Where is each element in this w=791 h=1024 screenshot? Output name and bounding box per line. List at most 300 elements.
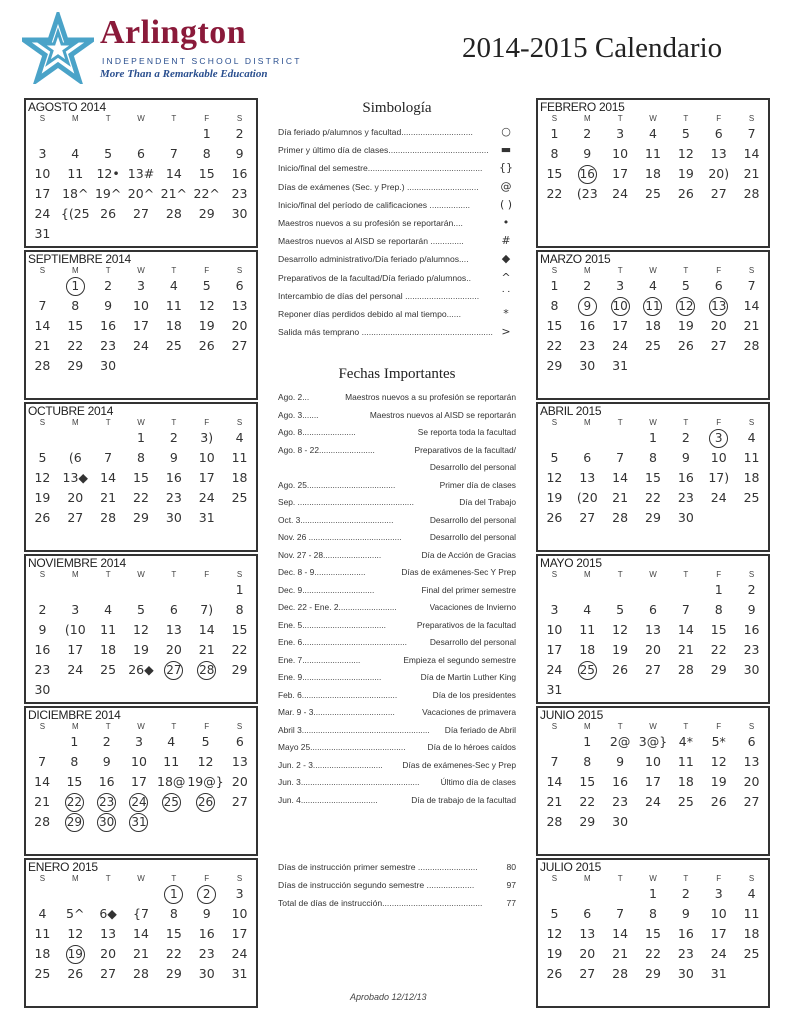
day-cell — [190, 336, 223, 356]
day-number: 22 — [133, 490, 149, 505]
weekday-header — [26, 114, 256, 124]
weekday-label: S — [748, 114, 755, 123]
day-cell — [157, 276, 190, 296]
simbologia-item — [278, 232, 516, 250]
day-number: 13 — [743, 754, 760, 769]
day-cell — [538, 276, 571, 296]
day-number: 6 — [169, 602, 178, 617]
day-number: 28 — [34, 814, 51, 829]
weekday-label: S — [551, 266, 558, 275]
day-number: 31 — [710, 966, 727, 981]
day-number: 5 — [681, 278, 690, 293]
fecha-text: Preparativos de la facultad/ — [414, 444, 516, 455]
day-cell — [538, 792, 571, 812]
day-number: 29 — [710, 662, 727, 677]
day-cell — [571, 812, 604, 832]
day-cell — [571, 488, 604, 508]
day-cell — [571, 884, 604, 904]
weekday-header — [26, 266, 256, 276]
month-title: NOVIEMBRE 2014 — [28, 556, 126, 570]
day-number: 5 — [137, 602, 145, 617]
day-number: 17 — [198, 470, 215, 485]
day-cell — [92, 448, 125, 468]
fecha-text: Maestros nuevos al AISD se reportarán — [369, 409, 516, 420]
day-cell — [26, 336, 59, 356]
fecha-text: Primer día de clases — [439, 479, 516, 490]
day-cell — [223, 448, 256, 468]
day-number: 17 — [34, 186, 51, 201]
day-number: 2 — [102, 734, 111, 749]
weekday-label: S — [551, 114, 558, 123]
day-number: (10 — [64, 622, 86, 637]
day-number: 28 — [612, 966, 629, 981]
day-number: 2 — [747, 582, 756, 597]
day-cell — [223, 336, 256, 356]
day-cell — [125, 620, 158, 640]
day-number: 19@} — [187, 774, 224, 789]
day-cell — [125, 904, 158, 924]
day-number: 24 — [67, 662, 84, 677]
fecha-item — [278, 599, 516, 617]
day-cell — [604, 904, 637, 924]
day-cell — [190, 640, 223, 660]
day-cell — [59, 124, 92, 144]
fecha-text: Final del primer semestre — [421, 584, 516, 595]
day-cell — [92, 124, 125, 144]
day-number: 22 — [65, 793, 84, 812]
day-cell — [735, 944, 768, 964]
day-number: 22 — [710, 642, 727, 657]
day-number: 8 — [649, 450, 657, 465]
day-number: 14 — [133, 926, 149, 941]
day-cell — [92, 428, 125, 448]
day-number: 27 — [743, 794, 760, 809]
day-number: 16 — [231, 166, 248, 181]
day-number: 29 — [231, 662, 248, 677]
day-cell — [26, 316, 59, 336]
fecha-item — [278, 739, 516, 757]
day-cell — [669, 904, 702, 924]
day-cell — [538, 600, 571, 620]
day-number: 24 — [231, 946, 248, 961]
day-number: 13# — [127, 166, 155, 181]
day-cell — [604, 944, 637, 964]
day-number: 16 — [677, 926, 694, 941]
day-number: 7 — [38, 298, 47, 313]
simbologia-item — [278, 305, 516, 323]
day-cell — [123, 792, 155, 812]
day-number: 2 — [583, 278, 592, 293]
day-grid — [26, 428, 256, 528]
day-number: 3@} — [638, 734, 668, 749]
day-cell — [604, 336, 637, 356]
day-cell — [604, 488, 637, 508]
day-number: 5 — [681, 126, 690, 141]
day-cell — [669, 792, 702, 812]
month-octubre — [24, 402, 258, 552]
day-number: 19 — [677, 318, 694, 333]
weekday-label: T — [171, 418, 177, 427]
day-cell — [669, 600, 702, 620]
weekday-label: F — [716, 114, 722, 123]
day-cell — [735, 336, 768, 356]
day-number: 9 — [202, 906, 211, 921]
weekday-label: W — [137, 114, 145, 123]
day-cell — [604, 164, 637, 184]
fecha-item — [278, 687, 516, 705]
day-number: 19 — [133, 642, 149, 657]
day-cell — [157, 144, 190, 164]
day-cell — [735, 640, 768, 660]
simbologia-label: Inicio/final del semestre................................................ — [278, 163, 483, 174]
weekday-label: M — [583, 114, 591, 123]
day-cell — [123, 812, 155, 832]
day-number: 21 — [100, 490, 117, 505]
day-cell — [571, 904, 604, 924]
day-cell — [224, 772, 256, 792]
day-number: 30 — [165, 510, 182, 525]
day-cell — [92, 904, 125, 924]
day-number: 2 — [169, 430, 178, 445]
day-cell — [604, 428, 637, 448]
day-cell — [125, 924, 158, 944]
day-number: 10 — [131, 754, 147, 769]
day-number: 22 — [546, 338, 563, 353]
day-cell — [123, 752, 155, 772]
day-cell — [538, 884, 571, 904]
day-cell — [604, 276, 637, 296]
day-cell — [187, 772, 223, 792]
weekday-label: W — [137, 722, 145, 731]
day-cell — [538, 680, 571, 700]
day-cell — [735, 620, 768, 640]
day-cell — [735, 488, 768, 508]
simbologia-symbol: # — [501, 234, 511, 248]
day-cell — [26, 124, 59, 144]
day-number: 10 — [645, 754, 661, 769]
day-cell — [26, 904, 59, 924]
day-number: 16 — [579, 318, 596, 333]
total-value: 77 — [506, 898, 516, 908]
weekday-header — [538, 266, 768, 276]
day-cell — [125, 468, 158, 488]
day-cell — [702, 164, 735, 184]
weekday-label: F — [204, 114, 210, 123]
day-cell — [92, 164, 125, 184]
day-number: 8 — [235, 602, 244, 617]
day-number: 8 — [649, 906, 657, 921]
day-cell — [190, 924, 223, 944]
day-number: 24 — [546, 662, 563, 677]
day-cell — [26, 944, 59, 964]
fecha-item — [278, 547, 516, 565]
fecha-date: Ene. 7......................... — [278, 654, 361, 665]
fecha-text: Último día de clases — [440, 777, 516, 787]
day-number: 5 — [201, 734, 210, 749]
weekday-header — [538, 874, 768, 884]
day-number: 9 — [681, 906, 690, 921]
day-number: 5 — [38, 450, 47, 465]
day-cell — [26, 144, 59, 164]
day-number: 10 — [231, 906, 248, 921]
day-cell — [190, 428, 223, 448]
day-cell — [637, 752, 670, 772]
day-cell — [59, 508, 92, 528]
fecha-date: Ene. 5.................................... — [278, 619, 386, 630]
day-cell — [59, 336, 92, 356]
day-number: 22 — [645, 490, 661, 505]
day-number: 13 — [579, 926, 596, 941]
day-number: 20) — [708, 166, 730, 181]
day-cell — [669, 316, 702, 336]
day-cell — [571, 184, 604, 204]
day-cell — [735, 276, 768, 296]
day-cell — [157, 448, 190, 468]
day-number: 19 — [612, 642, 629, 657]
day-cell — [224, 792, 256, 812]
day-number: 5 — [104, 146, 113, 161]
simbologia-label: Preparativos de la facultad/Día feriado p/alumnos.. — [278, 272, 471, 283]
day-cell — [59, 924, 92, 944]
day-grid — [26, 580, 256, 700]
simbologia-label: Maestros nuevos al AISD se reportarán .............. — [278, 236, 464, 247]
day-cell — [604, 924, 637, 944]
day-number: 15 — [231, 622, 248, 637]
day-number: 30 — [743, 662, 760, 677]
day-cell — [538, 772, 571, 792]
day-number: 20^ — [127, 186, 155, 201]
day-number: 2 — [583, 126, 592, 141]
day-cell — [669, 620, 702, 640]
day-number: 28 — [133, 966, 149, 981]
day-cell — [538, 812, 571, 832]
fecha-text: Desarrollo del personal — [429, 462, 516, 472]
day-cell — [92, 944, 125, 964]
day-cell — [92, 296, 125, 316]
fecha-date: Ago. 3....... — [278, 409, 319, 420]
fecha-item — [278, 564, 516, 582]
day-cell — [637, 184, 670, 204]
day-number: 15 — [546, 318, 563, 333]
day-number: 1 — [550, 126, 559, 141]
day-number: 17 — [131, 774, 147, 789]
day-grid — [538, 732, 768, 832]
day-cell — [26, 580, 59, 600]
day-number: 10 — [710, 906, 727, 921]
day-cell — [223, 428, 256, 448]
day-number: 8 — [70, 754, 79, 769]
day-cell — [157, 964, 190, 984]
day-number: 20 — [579, 946, 596, 961]
day-number: 23 — [612, 794, 629, 809]
fecha-date: Dec. 9............................... — [278, 584, 375, 595]
day-number: 7 — [550, 754, 559, 769]
day-number: 19 — [710, 774, 727, 789]
day-cell — [59, 144, 92, 164]
day-number: 28 — [165, 206, 182, 221]
day-cell — [735, 296, 768, 316]
day-cell — [223, 640, 256, 660]
day-number: 7 — [681, 602, 690, 617]
day-cell — [669, 488, 702, 508]
day-cell — [538, 448, 571, 468]
day-cell — [669, 336, 702, 356]
day-number: 4 — [649, 278, 657, 293]
day-cell — [571, 640, 604, 660]
weekday-header — [26, 570, 256, 580]
day-number: 30 — [34, 682, 51, 697]
weekday-label: F — [716, 874, 722, 883]
weekday-label: T — [171, 570, 177, 579]
day-number: 8 — [583, 754, 592, 769]
day-number: 13 — [579, 470, 596, 485]
weekday-label: F — [716, 570, 722, 579]
fechas-panel — [278, 366, 516, 809]
total-label: Días de instrucción primer semestre ......................... — [278, 862, 478, 872]
month-title: SEPTIEMBRE 2014 — [28, 252, 131, 266]
day-number: 18 — [645, 318, 661, 333]
day-number: 26 — [546, 966, 563, 981]
day-number: 7 — [616, 906, 625, 921]
day-cell — [26, 448, 59, 468]
weekday-label: S — [748, 874, 755, 883]
month-junio — [536, 706, 770, 856]
day-cell — [637, 164, 670, 184]
day-number: 6◆ — [99, 906, 117, 921]
day-number: 15 — [579, 774, 596, 789]
day-cell — [125, 508, 158, 528]
day-number: 11 — [643, 297, 662, 316]
day-number: 3 — [38, 146, 47, 161]
day-cell — [669, 164, 702, 184]
month-title: JUNIO 2015 — [540, 708, 604, 722]
day-cell — [123, 732, 155, 752]
day-cell — [59, 600, 92, 620]
day-number: 26 — [198, 338, 215, 353]
day-cell — [223, 296, 256, 316]
day-cell — [59, 884, 92, 904]
day-number: 31 — [198, 510, 215, 525]
day-cell — [157, 944, 190, 964]
weekday-label: W — [137, 266, 145, 275]
total-value: 80 — [506, 862, 516, 872]
day-cell — [604, 448, 637, 468]
fecha-date: Nov. 27 - 28......................... — [278, 549, 382, 560]
day-cell — [26, 884, 59, 904]
day-cell — [735, 884, 768, 904]
day-cell — [223, 488, 256, 508]
day-cell — [604, 316, 637, 336]
day-cell — [702, 184, 735, 204]
day-number: 26 — [34, 510, 51, 525]
simbologia-item — [278, 269, 516, 287]
day-number: 24 — [612, 338, 629, 353]
day-cell — [157, 904, 190, 924]
day-cell — [637, 488, 670, 508]
weekday-label: W — [649, 570, 657, 579]
day-number: 28 — [34, 358, 51, 373]
simbologia-symbol: ˙˙ — [500, 288, 512, 302]
day-number: 17 — [612, 166, 629, 181]
simbologia-item — [278, 159, 516, 177]
weekday-label: S — [748, 570, 755, 579]
day-cell — [224, 732, 256, 752]
day-cell — [604, 600, 637, 620]
day-cell — [571, 428, 604, 448]
day-cell — [735, 660, 768, 680]
fecha-text: Día de los presidentes — [432, 689, 516, 700]
day-number: 7) — [200, 602, 214, 617]
day-number: 2 — [681, 886, 690, 901]
total-item — [278, 858, 516, 876]
simbologia-item — [278, 287, 516, 305]
day-cell — [571, 620, 604, 640]
day-number: 23 — [198, 946, 215, 961]
day-cell — [92, 508, 125, 528]
day-cell — [59, 580, 92, 600]
day-cell — [538, 296, 571, 316]
day-cell — [702, 428, 735, 448]
day-cell — [571, 752, 604, 772]
day-cell — [637, 276, 670, 296]
day-cell — [604, 792, 637, 812]
day-number: {(25 — [60, 206, 90, 221]
day-cell — [125, 600, 158, 620]
day-cell — [637, 640, 670, 660]
day-number: 9 — [102, 754, 111, 769]
day-cell — [157, 660, 190, 680]
day-number: 15 — [133, 470, 149, 485]
month-title: ENERO 2015 — [28, 860, 98, 874]
day-cell — [190, 164, 223, 184]
day-number: 12 — [34, 470, 51, 485]
day-number: 26 — [710, 794, 727, 809]
day-cell — [702, 944, 735, 964]
day-number: 18 — [165, 318, 182, 333]
day-number: 21 — [546, 794, 563, 809]
day-cell — [92, 144, 125, 164]
fecha-date: Ene. 9.................................. — [278, 672, 382, 682]
day-number: 9 — [104, 298, 113, 313]
day-cell — [538, 580, 571, 600]
day-number: 16 — [34, 642, 51, 657]
day-cell — [157, 296, 190, 316]
month-title: FEBRERO 2015 — [540, 100, 625, 114]
day-cell — [702, 904, 735, 924]
day-number: 2 — [681, 430, 690, 445]
month-title: JULIO 2015 — [540, 860, 602, 874]
fecha-item — [278, 459, 516, 477]
day-number: 9 — [578, 297, 597, 316]
day-cell — [637, 660, 670, 680]
day-cell — [157, 640, 190, 660]
day-cell — [571, 772, 604, 792]
day-number: 7 — [169, 146, 178, 161]
day-cell — [571, 316, 604, 336]
day-number: 18 — [100, 642, 117, 657]
day-cell — [604, 732, 637, 752]
day-number: 7 — [38, 754, 47, 769]
fecha-date: Feb. 6......................................... — [278, 689, 398, 700]
day-cell — [571, 732, 604, 752]
day-number: 30 — [579, 358, 596, 373]
day-cell — [157, 336, 190, 356]
day-cell — [637, 448, 670, 468]
weekday-label: S — [39, 874, 46, 883]
day-cell — [702, 124, 735, 144]
day-number: 27 — [133, 206, 149, 221]
day-number: 1 — [583, 734, 592, 749]
